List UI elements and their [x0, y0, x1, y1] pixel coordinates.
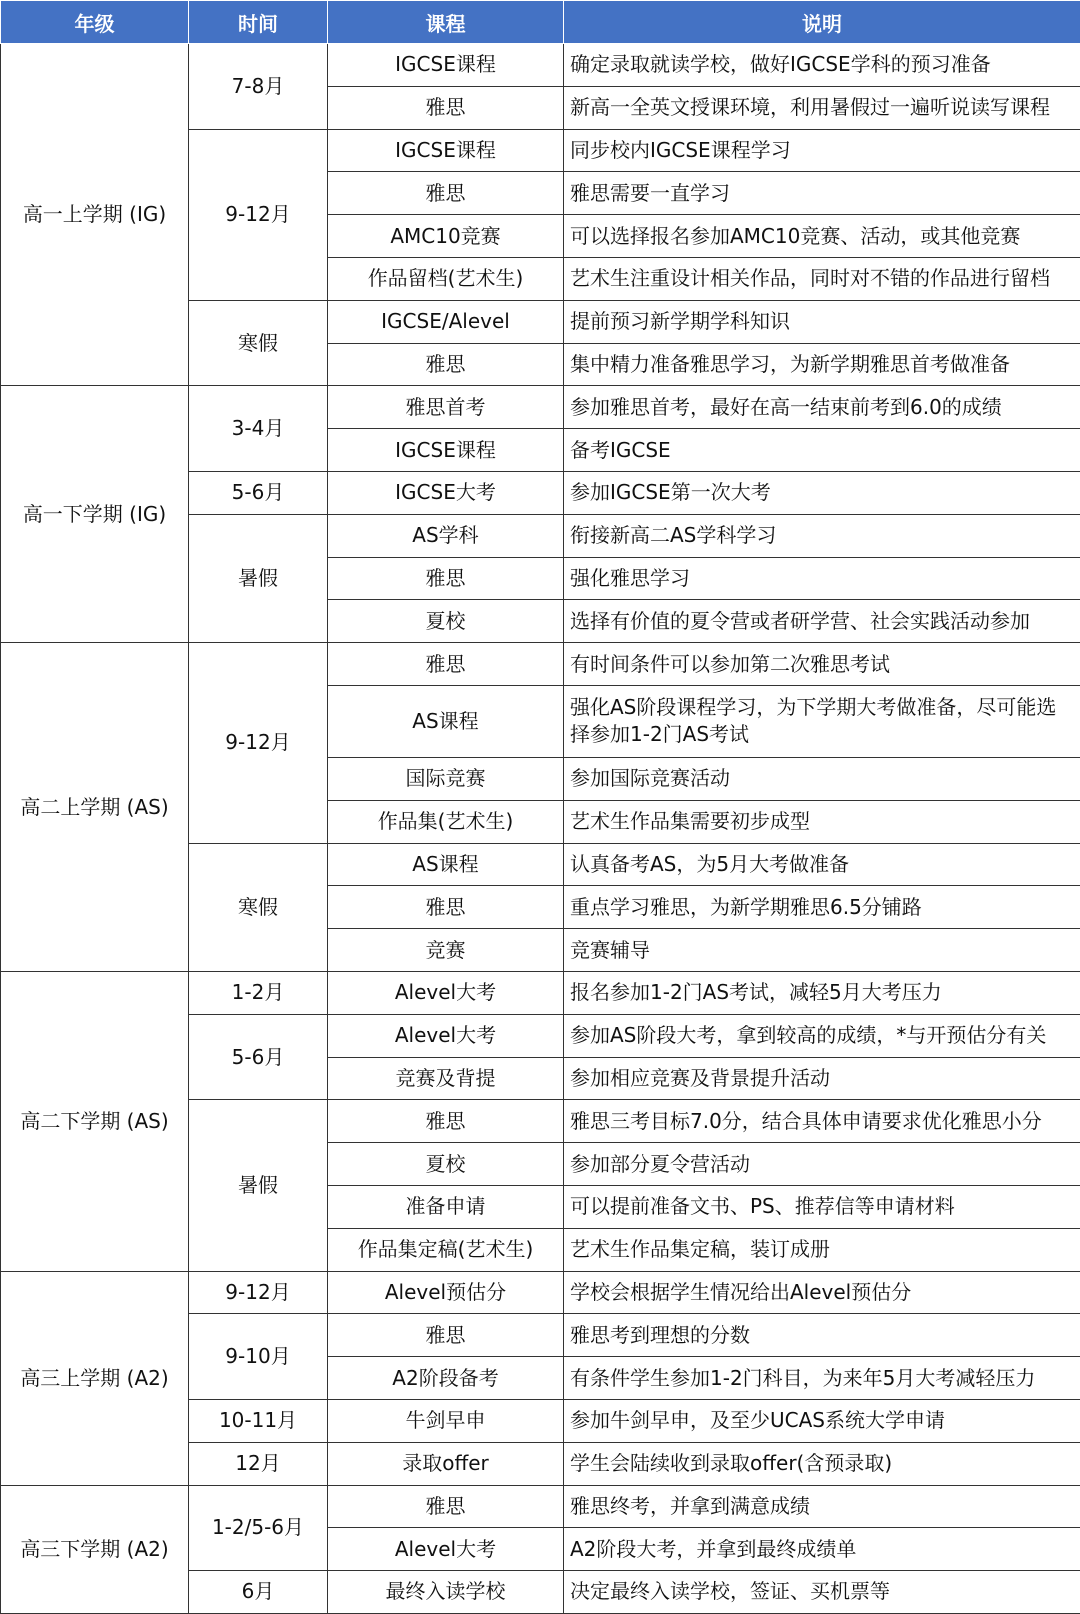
course-cell: 牛剑早申	[328, 1399, 564, 1442]
description-cell: 艺术生作品集需要初步成型	[564, 800, 1080, 843]
description-cell: 认真备考AS，为5月大考做准备	[564, 843, 1080, 886]
header-grade: 年级	[1, 1, 189, 44]
time-cell: 7-8月	[189, 44, 328, 130]
course-cell: 竞赛	[328, 929, 564, 972]
course-cell: 竞赛及背提	[328, 1057, 564, 1100]
table-row	[1, 971, 1080, 1014]
description-cell: 参加相应竞赛及背景提升活动	[564, 1057, 1080, 1100]
description-cell: 雅思终考，并拿到满意成绩	[564, 1485, 1080, 1528]
grade-cell: 高一下学期 (IG)	[1, 386, 189, 643]
course-cell: 雅思	[328, 1485, 564, 1528]
description-cell: 确定录取就读学校，做好IGCSE学科的预习准备	[564, 44, 1080, 87]
course-cell: 录取offer	[328, 1442, 564, 1485]
course-cell: IGCSE课程	[328, 129, 564, 172]
course-cell: 作品集定稿(艺术生)	[328, 1228, 564, 1271]
time-cell: 1-2月	[189, 971, 328, 1014]
description-cell: 选择有价值的夏令营或者研学营、社会实践活动参加	[564, 600, 1080, 643]
time-cell: 5-6月	[189, 1014, 328, 1100]
description-cell: 艺术生注重设计相关作品，同时对不错的作品进行留档	[564, 257, 1080, 300]
course-cell: 雅思	[328, 172, 564, 215]
time-cell: 5-6月	[189, 471, 328, 514]
time-cell: 寒假	[189, 843, 328, 971]
grade-cell: 高二上学期 (AS)	[1, 643, 189, 972]
course-cell: 雅思	[328, 86, 564, 129]
description-cell: 强化AS阶段课程学习，为下学期大考做准备，尽可能选择参加1-2门AS考试	[564, 685, 1080, 757]
description-cell: 提前预习新学期学科知识	[564, 300, 1080, 343]
course-cell: Alevel大考	[328, 971, 564, 1014]
time-cell: 暑假	[189, 514, 328, 642]
time-cell: 9-12月	[189, 1271, 328, 1314]
description-cell: 衔接新高二AS学科学习	[564, 514, 1080, 557]
time-cell: 1-2/5-6月	[189, 1485, 328, 1571]
course-cell: 作品留档(艺术生)	[328, 257, 564, 300]
header-row	[1, 1, 1080, 44]
course-cell: 雅思	[328, 557, 564, 600]
time-cell: 寒假	[189, 300, 328, 386]
table-row	[1, 1485, 1080, 1528]
description-cell: 重点学习雅思，为新学期雅思6.5分铺路	[564, 886, 1080, 929]
grade-cell: 高三上学期 (A2)	[1, 1271, 189, 1485]
course-cell: 作品集(艺术生)	[328, 800, 564, 843]
time-cell: 暑假	[189, 1100, 328, 1271]
grade-cell: 高一上学期 (IG)	[1, 44, 189, 386]
course-cell: 夏校	[328, 1143, 564, 1186]
description-cell: 学生会陆续收到录取offer(含预录取)	[564, 1442, 1080, 1485]
grade-cell: 高二下学期 (AS)	[1, 971, 189, 1271]
time-cell: 10-11月	[189, 1399, 328, 1442]
course-cell: Alevel大考	[328, 1014, 564, 1057]
description-cell: 报名参加1-2门AS考试，减轻5月大考压力	[564, 971, 1080, 1014]
description-cell: 雅思三考目标7.0分，结合具体申请要求优化雅思小分	[564, 1100, 1080, 1143]
time-cell: 3-4月	[189, 386, 328, 472]
course-cell: Alevel大考	[328, 1528, 564, 1571]
time-cell: 9-12月	[189, 643, 328, 843]
description-cell: 雅思考到理想的分数	[564, 1314, 1080, 1357]
table-row	[1, 643, 1080, 686]
course-cell: 国际竞赛	[328, 757, 564, 800]
table-row	[1, 44, 1080, 87]
course-cell: 雅思	[328, 886, 564, 929]
description-cell: 强化雅思学习	[564, 557, 1080, 600]
course-cell: AS学科	[328, 514, 564, 557]
course-cell: 夏校	[328, 600, 564, 643]
description-cell: 可以提前准备文书、PS、推荐信等申请材料	[564, 1185, 1080, 1228]
course-cell: 雅思	[328, 1314, 564, 1357]
description-cell: 有时间条件可以参加第二次雅思考试	[564, 643, 1080, 686]
time-cell: 9-12月	[189, 129, 328, 300]
description-cell: 竞赛辅导	[564, 929, 1080, 972]
description-cell: 艺术生作品集定稿，装订成册	[564, 1228, 1080, 1271]
description-cell: 集中精力准备雅思学习，为新学期雅思首考做准备	[564, 343, 1080, 386]
course-cell: IGCSE/Alevel	[328, 300, 564, 343]
course-cell: 雅思首考	[328, 386, 564, 429]
description-cell: 有条件学生参加1-2门科目，为来年5月大考减轻压力	[564, 1357, 1080, 1400]
header-course: 课程	[328, 1, 564, 44]
description-cell: 同步校内IGCSE课程学习	[564, 129, 1080, 172]
time-cell: 9-10月	[189, 1314, 328, 1400]
table-row	[1, 1271, 1080, 1314]
course-cell: AS课程	[328, 843, 564, 886]
description-cell: 决定最终入读学校，签证、买机票等	[564, 1571, 1080, 1614]
description-cell: 参加国际竞赛活动	[564, 757, 1080, 800]
grade-cell: 高三下学期 (A2)	[1, 1485, 189, 1613]
description-cell: 参加部分夏令营活动	[564, 1143, 1080, 1186]
table-row	[1, 386, 1080, 429]
description-cell: 参加牛剑早申，及至少UCAS系统大学申请	[564, 1399, 1080, 1442]
description-cell: A2阶段大考，并拿到最终成绩单	[564, 1528, 1080, 1571]
description-cell: 雅思需要一直学习	[564, 172, 1080, 215]
course-cell: Alevel预估分	[328, 1271, 564, 1314]
course-cell: IGCSE大考	[328, 471, 564, 514]
course-cell: 准备申请	[328, 1185, 564, 1228]
course-cell: 雅思	[328, 343, 564, 386]
description-cell: 学校会根据学生情况给出Alevel预估分	[564, 1271, 1080, 1314]
description-cell: 参加雅思首考，最好在高一结束前考到6.0的成绩	[564, 386, 1080, 429]
description-cell: 备考IGCSE	[564, 429, 1080, 472]
header-description: 说明	[564, 1, 1080, 44]
description-cell: 参加IGCSE第一次大考	[564, 471, 1080, 514]
description-cell: 参加AS阶段大考，拿到较高的成绩，*与开预估分有关	[564, 1014, 1080, 1057]
course-cell: IGCSE课程	[328, 429, 564, 472]
description-cell: 可以选择报名参加AMC10竞赛、活动，或其他竞赛	[564, 215, 1080, 258]
course-cell: AMC10竞赛	[328, 215, 564, 258]
course-cell: IGCSE课程	[328, 44, 564, 87]
header-time: 时间	[189, 1, 328, 44]
course-cell: 最终入读学校	[328, 1571, 564, 1614]
course-cell: AS课程	[328, 685, 564, 757]
description-cell: 新高一全英文授课环境，利用暑假过一遍听说读写课程	[564, 86, 1080, 129]
time-cell: 12月	[189, 1442, 328, 1485]
time-cell: 6月	[189, 1571, 328, 1614]
course-cell: A2阶段备考	[328, 1357, 564, 1400]
course-cell: 雅思	[328, 643, 564, 686]
course-cell: 雅思	[328, 1100, 564, 1143]
